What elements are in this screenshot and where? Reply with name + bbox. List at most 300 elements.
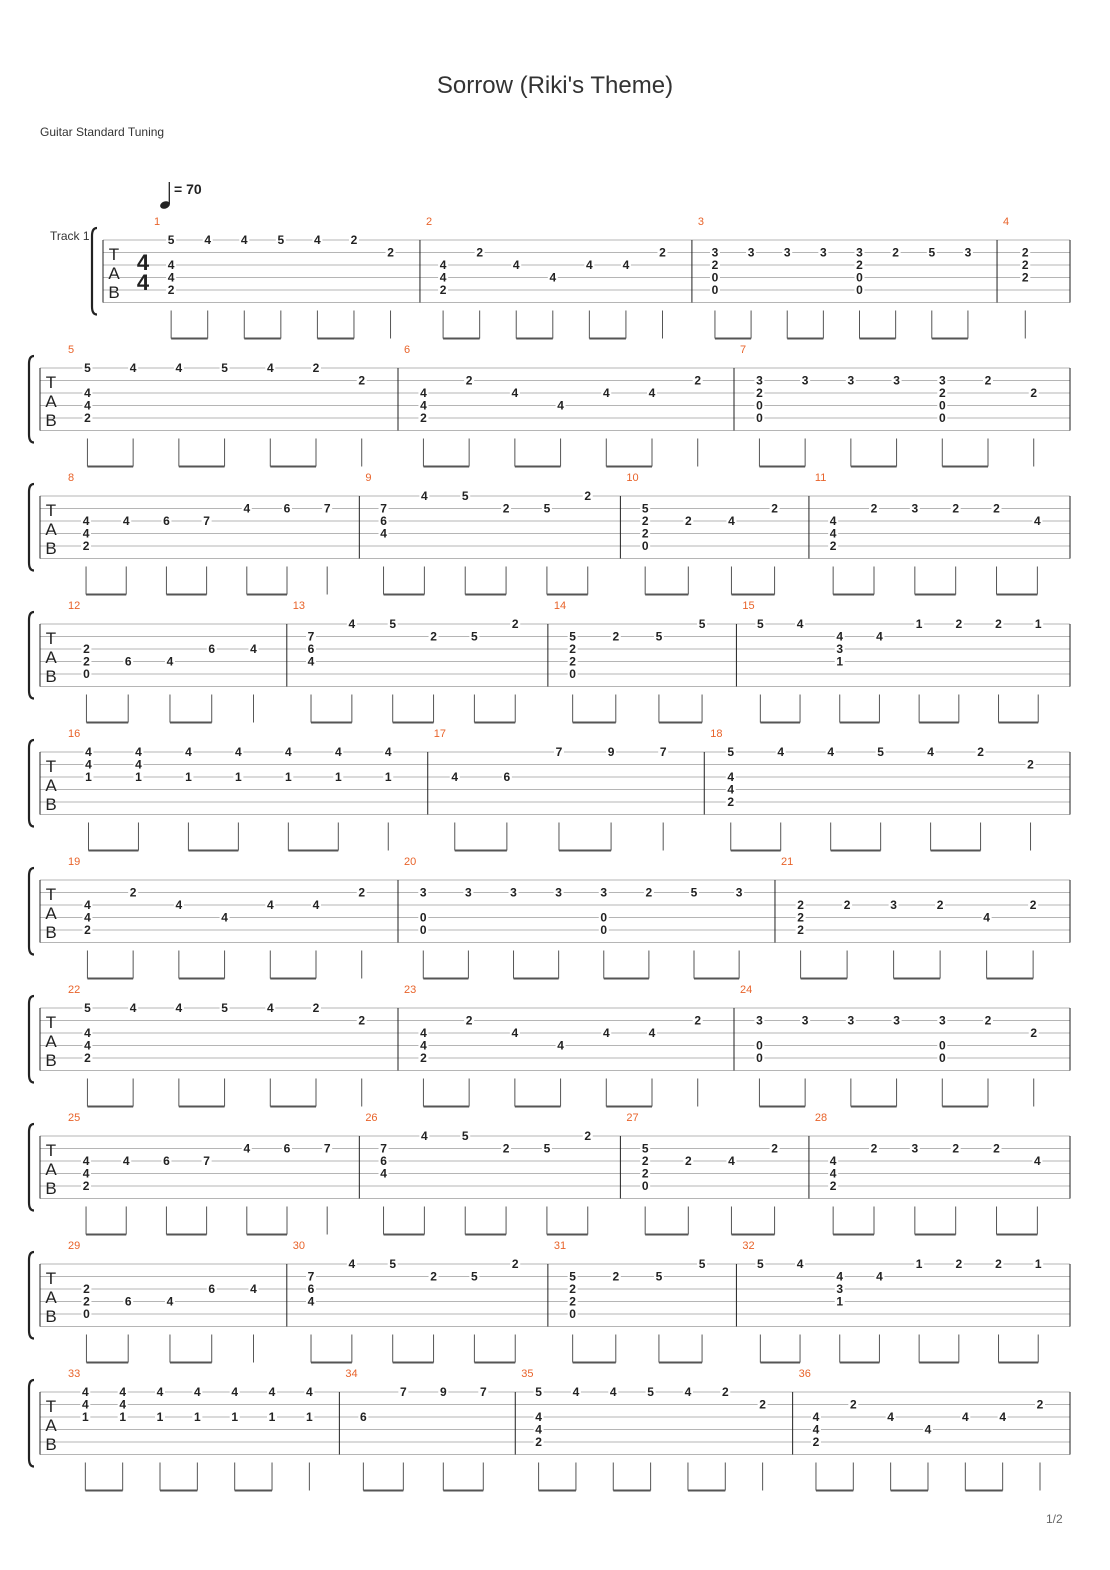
- fret-number: 4: [439, 270, 447, 285]
- fret-number: 4: [836, 1269, 844, 1284]
- fret-number: 2: [511, 617, 519, 631]
- fret-number: 4: [175, 1001, 183, 1015]
- measure-number: 12: [68, 600, 81, 612]
- fret-number: 0: [938, 1038, 946, 1053]
- tab-clef-letter: T: [45, 373, 57, 392]
- tab-clef-letter: T: [45, 885, 57, 904]
- fret-number: 4: [221, 910, 228, 925]
- fret-number: 2: [1027, 757, 1034, 772]
- measure-number: 14: [553, 600, 567, 612]
- tempo-value: = 70: [174, 181, 202, 197]
- fret-number: 4: [348, 617, 356, 631]
- fret-number: 5: [655, 629, 663, 644]
- system-bracket: [29, 484, 34, 571]
- system-bracket: [92, 228, 97, 315]
- fret-number: 2: [995, 617, 1002, 631]
- fret-number: 6: [163, 1154, 170, 1168]
- fret-number: 1: [284, 770, 292, 784]
- fret-number: 2: [83, 1282, 90, 1296]
- fret-number: 4: [314, 233, 321, 247]
- fret-number: 2: [82, 1179, 90, 1193]
- fret-number: 5: [698, 1257, 706, 1271]
- fret-number: 0: [419, 910, 427, 925]
- fret-number: 0: [756, 1038, 763, 1053]
- fret-number: 4: [194, 1385, 201, 1399]
- fret-number: 2: [387, 245, 394, 260]
- fret-number: 4: [84, 910, 91, 925]
- fret-number: 4: [812, 1422, 820, 1437]
- fret-number: 2: [612, 1269, 620, 1284]
- fret-number: 4: [266, 361, 274, 375]
- fret-number: 4: [512, 258, 520, 272]
- fret-number: 2: [797, 910, 804, 925]
- fret-number: 4: [81, 1397, 89, 1412]
- fret-number: 2: [711, 258, 719, 272]
- fret-number: 2: [1030, 386, 1038, 400]
- fret-number: 1: [85, 770, 92, 784]
- fret-number: 4: [167, 270, 175, 285]
- tab-clef-letter: B: [45, 1435, 57, 1454]
- fret-number: 4: [1034, 1154, 1041, 1168]
- fret-number: 5: [690, 885, 698, 900]
- fret-number: 2: [849, 1397, 857, 1412]
- system-bracket: [29, 356, 34, 443]
- fret-number: 0: [569, 1307, 576, 1321]
- fret-number: 5: [543, 501, 551, 516]
- fret-number: 6: [360, 1410, 367, 1424]
- fret-number: 2: [439, 283, 447, 297]
- fret-number: 4: [728, 514, 735, 528]
- fret-number: 2: [1021, 270, 1029, 285]
- fret-number: 3: [938, 1013, 946, 1028]
- tab-clef-letter: T: [45, 1397, 57, 1416]
- fret-number: 4: [684, 1385, 692, 1399]
- fret-number: 2: [502, 1141, 510, 1156]
- fret-number: 0: [419, 923, 427, 937]
- fret-number: 4: [586, 258, 593, 272]
- fret-number: 2: [993, 501, 1000, 516]
- fret-number: 3: [893, 1013, 900, 1028]
- fret-number: 4: [622, 258, 630, 272]
- fret-number: 4: [829, 1154, 837, 1168]
- fret-number: 1: [836, 654, 844, 669]
- fret-number: 4: [727, 770, 735, 784]
- fret-number: 2: [659, 245, 666, 260]
- fret-number: 9: [607, 745, 615, 759]
- fret-number: 4: [185, 745, 192, 759]
- fret-number: 2: [727, 795, 735, 809]
- tab-clef-letter: A: [45, 648, 57, 667]
- fret-number: 5: [471, 1269, 478, 1284]
- fret-number: 7: [399, 1385, 407, 1399]
- fret-number: 2: [955, 617, 963, 631]
- tab-clef-letter: B: [108, 283, 120, 302]
- fret-number: 2: [1030, 1026, 1038, 1040]
- fret-number: 3: [419, 885, 427, 900]
- measure-number: 20: [404, 856, 417, 868]
- measure-number: 1: [154, 216, 161, 228]
- fret-number: 2: [829, 1179, 837, 1193]
- fret-number: 2: [977, 745, 984, 759]
- fret-number: 3: [756, 373, 763, 388]
- fret-number: 5: [535, 1385, 542, 1399]
- fret-number: 2: [535, 1435, 542, 1449]
- fret-number: 2: [797, 898, 804, 912]
- fret-number: 5: [727, 745, 735, 759]
- fret-number: 2: [420, 411, 427, 425]
- fret-number: 4: [82, 1166, 90, 1181]
- tab-clef-letter: T: [45, 1141, 57, 1160]
- measure-number: 6: [404, 344, 411, 356]
- fret-number: 3: [964, 245, 972, 260]
- fret-number: 2: [430, 1269, 437, 1284]
- measure-number: 16: [68, 728, 81, 740]
- fret-number: 3: [836, 1282, 844, 1296]
- fret-number: 4: [609, 1385, 617, 1399]
- fret-number: 3: [735, 885, 743, 900]
- fret-number: 4: [235, 745, 242, 759]
- fret-number: 4: [307, 1294, 315, 1309]
- fret-number: 2: [1021, 245, 1029, 260]
- fret-number: 2: [870, 1141, 878, 1156]
- fret-number: 4: [231, 1385, 239, 1399]
- system-bracket: [29, 1380, 34, 1467]
- fret-number: 0: [83, 667, 90, 681]
- fret-number: 6: [283, 1141, 291, 1156]
- fret-number: 4: [84, 386, 91, 400]
- fret-number: 6: [124, 1294, 132, 1309]
- system-bracket: [29, 1124, 34, 1211]
- fret-number: 5: [698, 617, 706, 631]
- fret-number: 4: [84, 1038, 91, 1053]
- fret-number: 0: [600, 910, 608, 925]
- measure-number: 33: [68, 1368, 81, 1380]
- fret-number: 2: [641, 1154, 649, 1168]
- fret-number: 3: [801, 373, 809, 388]
- fret-number: 5: [461, 489, 469, 503]
- fret-number: 0: [711, 283, 719, 297]
- fret-number: 7: [307, 629, 315, 644]
- fret-number: 2: [1036, 1397, 1044, 1412]
- system-bracket: [29, 868, 34, 955]
- fret-number: 5: [389, 1257, 397, 1271]
- fret-number: 4: [924, 1422, 932, 1437]
- fret-number: 2: [684, 514, 692, 528]
- fret-number: 2: [993, 1141, 1000, 1156]
- fret-number: 4: [812, 1410, 820, 1424]
- measure-number: 24: [740, 984, 753, 996]
- measure-number: 34: [345, 1368, 358, 1380]
- fret-number: 6: [124, 654, 132, 669]
- fret-number: 4: [166, 1294, 174, 1309]
- fret-number: 1: [81, 1410, 89, 1424]
- fret-number: 4: [727, 782, 735, 797]
- fret-number: 4: [243, 1141, 251, 1156]
- fret-number: 2: [771, 1141, 778, 1156]
- fret-number: 4: [380, 1166, 387, 1181]
- fret-number: 2: [358, 1013, 366, 1028]
- fret-number: 4: [535, 1410, 542, 1424]
- fret-number: 4: [119, 1397, 127, 1412]
- fret-number: 3: [911, 1141, 919, 1156]
- fret-number: 7: [323, 501, 331, 516]
- system-bracket: [29, 740, 34, 827]
- measure-number: 25: [68, 1112, 81, 1124]
- fret-number: 3: [756, 1013, 763, 1028]
- tab-clef-letter: T: [45, 501, 57, 520]
- fret-number: 2: [684, 1154, 692, 1168]
- fret-number: 4: [535, 1422, 542, 1437]
- fret-number: 3: [911, 501, 919, 516]
- fret-number: 5: [569, 1269, 576, 1284]
- fret-number: 2: [83, 642, 90, 656]
- tab-clef-letter: A: [45, 1288, 57, 1307]
- fret-number: 7: [555, 745, 563, 759]
- fret-number: 1: [194, 1410, 201, 1424]
- fret-number: 1: [156, 1410, 164, 1424]
- fret-number: 2: [645, 885, 653, 900]
- fret-number: 2: [167, 283, 175, 297]
- fret-number: 0: [938, 1051, 946, 1065]
- fret-number: 6: [503, 770, 511, 784]
- measure-number: 36: [798, 1368, 811, 1380]
- fret-number: 4: [122, 1154, 130, 1168]
- fret-number: 2: [465, 373, 473, 388]
- fret-number: 3: [555, 885, 562, 900]
- measure-number: 30: [292, 1240, 306, 1252]
- fret-number: 4: [557, 398, 564, 413]
- fret-number: 4: [81, 1385, 89, 1399]
- time-signature-top: 4: [136, 250, 150, 275]
- fret-number: 0: [641, 1179, 649, 1193]
- fret-number: 2: [511, 1257, 519, 1271]
- fret-number: 2: [694, 373, 702, 388]
- fret-number: 3: [801, 1013, 809, 1028]
- tuning-label: Guitar Standard Tuning: [40, 125, 165, 139]
- fret-number: 4: [602, 1026, 610, 1040]
- fret-number: 7: [307, 1269, 315, 1284]
- fret-number: 2: [759, 1397, 766, 1412]
- fret-number: 7: [479, 1385, 487, 1399]
- fret-number: 4: [927, 745, 934, 759]
- fret-number: 2: [83, 1294, 90, 1309]
- fret-number: 1: [334, 770, 342, 784]
- fret-number: 2: [797, 923, 804, 937]
- measure-number: 4: [1003, 216, 1010, 228]
- fret-number: 4: [167, 258, 175, 272]
- fret-number: 2: [502, 501, 510, 516]
- measure-number: 19: [68, 856, 81, 868]
- fret-number: 0: [756, 398, 763, 413]
- fret-number: 2: [721, 1385, 729, 1399]
- tab-clef-letter: T: [45, 1269, 57, 1288]
- fret-number: 2: [312, 1001, 320, 1015]
- fret-number: 4: [380, 526, 387, 541]
- fret-number: 4: [511, 1026, 519, 1040]
- fret-number: 2: [83, 654, 90, 669]
- fret-number: 5: [647, 1385, 654, 1399]
- fret-number: 3: [938, 373, 946, 388]
- tab-clef-letter: B: [45, 795, 57, 814]
- fret-number: 4: [307, 654, 315, 669]
- fret-number: 4: [796, 1257, 804, 1271]
- fret-number: 7: [380, 1141, 387, 1156]
- fret-number: 0: [856, 270, 863, 285]
- fret-number: 6: [380, 514, 387, 528]
- fret-number: 5: [471, 629, 478, 644]
- tab-clef-letter: A: [45, 520, 57, 539]
- fret-number: 2: [952, 1141, 960, 1156]
- fret-number: 2: [995, 1257, 1002, 1271]
- fret-number: 4: [175, 898, 183, 912]
- fret-number: 3: [600, 885, 608, 900]
- fret-number: 2: [694, 1013, 702, 1028]
- fret-number: 0: [569, 667, 576, 681]
- fret-number: 4: [250, 1282, 257, 1296]
- fret-number: 5: [877, 745, 884, 759]
- fret-number: 0: [938, 398, 946, 413]
- fret-number: 1: [915, 1257, 923, 1271]
- score-title: Sorrow (Riki's Theme): [436, 72, 674, 99]
- fret-number: 2: [641, 1166, 649, 1181]
- fret-number: 3: [890, 898, 897, 912]
- fret-number: 2: [641, 526, 649, 541]
- fret-number: 4: [266, 1001, 274, 1015]
- fret-number: 4: [836, 629, 844, 644]
- measure-number: 11: [814, 472, 827, 484]
- measure-number: 18: [710, 728, 723, 740]
- fret-number: 5: [167, 233, 175, 247]
- fret-number: 0: [856, 283, 863, 297]
- fret-number: 4: [85, 757, 92, 772]
- fret-number: 6: [307, 1282, 315, 1296]
- fret-number: 1: [231, 1410, 239, 1424]
- fret-number: 2: [955, 1257, 963, 1271]
- measure-number: 2: [425, 216, 433, 228]
- fret-number: 4: [983, 910, 990, 925]
- track-name: Track 1: [50, 229, 90, 243]
- system-bracket: [29, 612, 34, 699]
- fret-number: 1: [268, 1410, 276, 1424]
- fret-number: 4: [306, 1385, 313, 1399]
- fret-number: 0: [600, 923, 608, 937]
- measure-number: 13: [292, 600, 306, 612]
- measure-number: 15: [742, 600, 755, 612]
- system-bracket: [29, 1252, 34, 1339]
- fret-number: 3: [847, 1013, 855, 1028]
- fret-number: 4: [602, 386, 610, 400]
- fret-number: 5: [389, 617, 397, 631]
- fret-number: 4: [648, 1026, 656, 1040]
- fret-number: 4: [648, 386, 656, 400]
- fret-number: 5: [221, 1001, 228, 1015]
- fret-number: 2: [938, 386, 946, 400]
- fret-number: 4: [243, 501, 251, 516]
- fret-number: 4: [135, 745, 142, 759]
- fret-number: 1: [135, 770, 142, 784]
- fret-number: 1: [306, 1410, 313, 1424]
- fret-number: 2: [952, 501, 960, 516]
- measure-number: 23: [404, 984, 417, 996]
- measure-number: 21: [780, 856, 794, 868]
- fret-number: 5: [641, 1141, 649, 1156]
- fret-number: 2: [465, 1013, 473, 1028]
- fret-number: 2: [771, 501, 778, 516]
- measure-number: 31: [553, 1240, 567, 1252]
- fret-number: 2: [476, 245, 484, 260]
- system-bracket: [29, 996, 34, 1083]
- fret-number: 4: [82, 514, 90, 528]
- fret-number: 2: [984, 1013, 992, 1028]
- tab-clef-letter: A: [108, 264, 120, 283]
- measure-number: 27: [626, 1112, 639, 1124]
- fret-number: 2: [584, 489, 592, 503]
- fret-number: 4: [82, 526, 90, 541]
- fret-number: 5: [756, 617, 764, 631]
- fret-number: 5: [756, 1257, 764, 1271]
- fret-number: 6: [380, 1154, 387, 1168]
- fret-number: 2: [84, 411, 91, 425]
- fret-number: 4: [85, 745, 92, 759]
- fret-number: 4: [420, 386, 427, 400]
- time-signature-bottom: 4: [136, 270, 150, 295]
- fret-number: 4: [439, 258, 447, 272]
- fret-number: 2: [569, 1294, 576, 1309]
- fret-number: 4: [122, 514, 130, 528]
- fret-number: 6: [208, 642, 216, 656]
- measure-number: 29: [68, 1240, 81, 1252]
- measure-number: 9: [365, 472, 372, 484]
- tab-clef-letter: T: [108, 245, 120, 264]
- fret-number: 6: [307, 642, 315, 656]
- measure-number: 22: [68, 984, 81, 996]
- fret-number: 2: [358, 885, 366, 900]
- fret-number: 4: [829, 1166, 837, 1181]
- fret-number: 3: [836, 642, 844, 656]
- tab-clef-letter: A: [45, 392, 57, 411]
- tab-clef-letter: A: [45, 1416, 57, 1435]
- fret-number: 2: [358, 373, 366, 388]
- fret-number: 4: [796, 617, 804, 631]
- fret-number: 0: [711, 270, 719, 285]
- fret-number: 4: [728, 1154, 735, 1168]
- fret-number: 6: [283, 501, 291, 516]
- tab-clef-letter: B: [45, 1179, 57, 1198]
- fret-number: 4: [204, 233, 212, 247]
- fret-number: 7: [323, 1141, 331, 1156]
- tab-clef-letter: B: [45, 667, 57, 686]
- tab-clef-letter: T: [45, 757, 57, 776]
- fret-number: 4: [175, 361, 183, 375]
- fret-number: 2: [350, 233, 358, 247]
- fret-number: 4: [266, 898, 274, 912]
- measure-number: 3: [697, 216, 705, 228]
- fret-number: 3: [711, 245, 719, 260]
- fret-number: 3: [820, 245, 827, 260]
- fret-number: 2: [829, 539, 837, 553]
- fret-number: 4: [999, 1410, 1007, 1424]
- fret-number: 2: [82, 539, 90, 553]
- fret-number: 2: [569, 654, 576, 669]
- fret-number: 4: [420, 1038, 427, 1053]
- fret-number: 5: [928, 245, 936, 260]
- fret-number: 4: [829, 514, 837, 528]
- fret-number: 4: [334, 745, 342, 759]
- fret-number: 5: [543, 1141, 551, 1156]
- tab-clef-letter: B: [45, 1307, 57, 1326]
- measure-number: 7: [740, 344, 747, 356]
- fret-number: 4: [135, 757, 142, 772]
